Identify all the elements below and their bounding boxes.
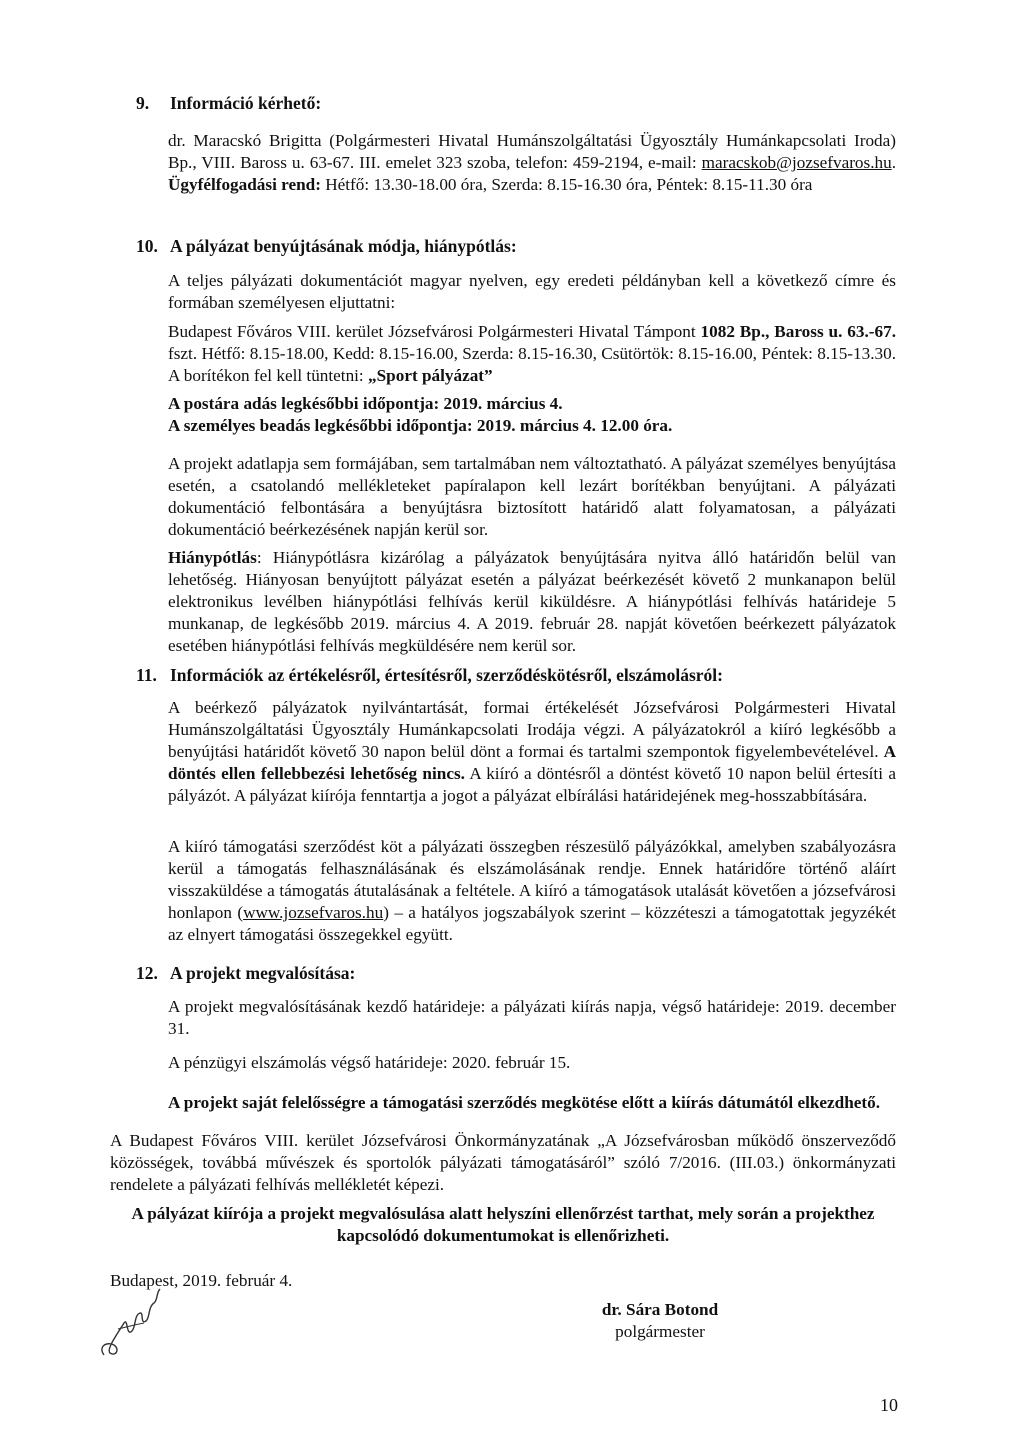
address-paragraph bbox=[168, 321, 896, 387]
submission-paragraph: A teljes pályázati dokumentációt magyar nyelven, egy eredeti példányban kell a következő címre és formában személyesen eljuttatni: bbox=[168, 271, 896, 312]
evaluation-text: A beérkező pályázatok nyilvántartását, formai értékelését Józsefvárosi Polgármesteri Hivatal Humánszolgáltatási Ügyosztály Humánkapcsolati Irodája végzi. A pályázatokról a kiíró legkésőbb a benyújtási határidőt követő 30 napon belül dönt a formai és tartalmi szempontok figyelembevételével. bbox=[168, 698, 896, 761]
text-fragment: . bbox=[891, 153, 896, 172]
envelope-label: „Sport pályázat” bbox=[368, 366, 493, 385]
section-title: Információk az értékelésről, értesítésről, szerződéskötésről, elszámolásról: bbox=[170, 665, 724, 685]
signer-name: dr. Sára Botond bbox=[601, 1300, 719, 1319]
notification-text: A kiíró a döntésről a döntést követő 10 napon belül értesíti a pályázót. A pályázat kiírója fenntartja a jogot a pályázat elbírálási határidejének meg-hosszabbítására. bbox=[168, 764, 896, 805]
no-appeal-statement: A döntés ellen fellebbezési lehetőség nincs. bbox=[168, 742, 896, 783]
section-number: 10. bbox=[136, 236, 158, 256]
personal-deadline: A személyes beadás legkésőbbi időpontja: 2019. március 4. 12.00 óra. bbox=[168, 416, 673, 435]
deficiency-text: : Hiánypótlásra kizárólag a pályázatok benyújtására nyitva álló határidőn belül van lehetőség. Hiányosan benyújtott pályázat esetén a pályázat beérkezését követő 2 munkanapon belül elektronikus levélben hiánypótlási felhívás kerül kiküldésre. A hiánypótlási felhívás határideje 5 munkanap, de legkésőbb 2019. március 4. A 2019. február 28. napját követően beérkezett pályázatok esetében hiánypótlási felhívás megküldésére nem kerül sor. bbox=[168, 548, 896, 655]
deadline-paragraph bbox=[168, 393, 896, 437]
address-bold: 1082 Bp., Baross u. 63.-67. bbox=[700, 322, 896, 341]
address-text: Budapest Főváros VIII. kerület Józsefvárosi Polgármesteri Hivatal Támpont bbox=[168, 322, 701, 341]
section-title: Információ kérhető: bbox=[170, 93, 322, 113]
website-link[interactable]: www.jozsefvaros.hu bbox=[243, 903, 384, 922]
signer-title: polgármester bbox=[615, 1322, 705, 1341]
section-9-heading bbox=[136, 92, 321, 114]
page-number: 10 bbox=[880, 1395, 898, 1415]
hours-text: fszt. Hétfő: 8.15-18.00, Kedd: 8.15-16.00, Szerda: 8.15-16.30, Csütörtök: 8.15-16.00, Péntek: 8.15-13.30. A borítékon fel kell tüntetni: bbox=[168, 344, 896, 385]
contract-text: A kiíró támogatási szerződést köt a pályázati összegben részesülő pályázókkal, amelyben szabályozásra kerül a támogatás felhasználásának és elszámolásának rendje. Ennek határidőre történő aláírt visszaküldése a támogatás átutalásának a feltétele. A kiíró a támogatások utalását követően a józsefvárosi honlapon ( bbox=[168, 837, 896, 922]
deficiency-label: Hiánypótlás bbox=[168, 548, 257, 567]
section-10-heading bbox=[136, 235, 517, 257]
postal-deadline: A postára adás legkésőbbi időpontja: 2019. március 4. bbox=[168, 394, 563, 413]
office-hours-label: Ügyfélfogadási rend: bbox=[168, 175, 321, 194]
financial-deadline: A pénzügyi elszámolás végső határideje: 2020. február 15. bbox=[168, 1053, 571, 1072]
project-sheet-paragraph: A projekt adatlapja sem formájában, sem tartalmában nem változtatható. A pályázat személyes benyújtása esetén, a csatolandó mellékleteket papíralapon kell lezárt borítékban benyújtani. A pályázati dokumentáció felbontására a benyújtásra biztosított határidő alatt folyamatosan, a pályázati dokumentáció beérkezésének napján kerül sor. bbox=[168, 454, 896, 539]
handwritten-signature bbox=[96, 1285, 166, 1365]
office-hours-text: Hétfő: 13.30-18.00 óra, Szerda: 8.15-16.30 óra, Péntek: 8.15-11.30 óra bbox=[320, 175, 813, 194]
deficiency-paragraph bbox=[168, 547, 896, 657]
own-risk-statement: A projekt saját felelősségre a támogatási szerződés megkötése előtt a kiírás dátumától elkezdhető. bbox=[168, 1093, 881, 1112]
section-number: 11. bbox=[136, 665, 157, 685]
section-title: A projekt megvalósítása: bbox=[170, 963, 356, 983]
section-title: A pályázat benyújtásának módja, hiánypótlás: bbox=[170, 236, 517, 256]
contact-paragraph bbox=[168, 130, 896, 196]
regulation-paragraph: A Budapest Főváros VIII. kerület Józsefvárosi Önkormányzatának „A Józsefvárosban működő önszerveződő közösségek, továbbá művészek és sportolók pályázati támogatásáról” szóló 7/2016. (III.03.) önkormányzati rendelete a pályázati felhívás mellékletét képezi. bbox=[110, 1131, 896, 1194]
contract-paragraph bbox=[168, 836, 896, 946]
evaluation-paragraph bbox=[168, 697, 896, 807]
section-number: 9. bbox=[136, 93, 150, 113]
publication-text: ) – a hatályos jogszabályok szerint – közzéteszi a támogatottak jegyzékét az elnyert támogatási összegekkel együtt. bbox=[168, 903, 896, 944]
section-number: 12. bbox=[136, 963, 158, 983]
date-line: Budapest, 2019. február 4. bbox=[110, 1271, 293, 1290]
implementation-paragraph: A projekt megvalósításának kezdő határideje: a pályázati kiírás napja, végső határideje: 2019. december 31. bbox=[168, 997, 896, 1038]
section-12-heading bbox=[136, 962, 355, 984]
contact-text: dr. Maracskó Brigitta (Polgármesteri Hivatal Humánszolgáltatási Ügyosztály Humánkapcsolati Iroda) Bp., VIII. Baross u. 63-67. III. emelet 323 szoba, telefon: 459-2194, e-mail: bbox=[168, 131, 896, 172]
email-link[interactable]: maracskob@jozsefvaros.hu bbox=[701, 153, 892, 172]
section-11-heading bbox=[136, 664, 723, 686]
inspection-statement: A pályázat kiírója a projekt megvalósulása alatt helyszíni ellenőrzést tarthat, mely során a projekthez kapcsolódó dokumentumokat is ellenőrizheti. bbox=[131, 1204, 875, 1245]
